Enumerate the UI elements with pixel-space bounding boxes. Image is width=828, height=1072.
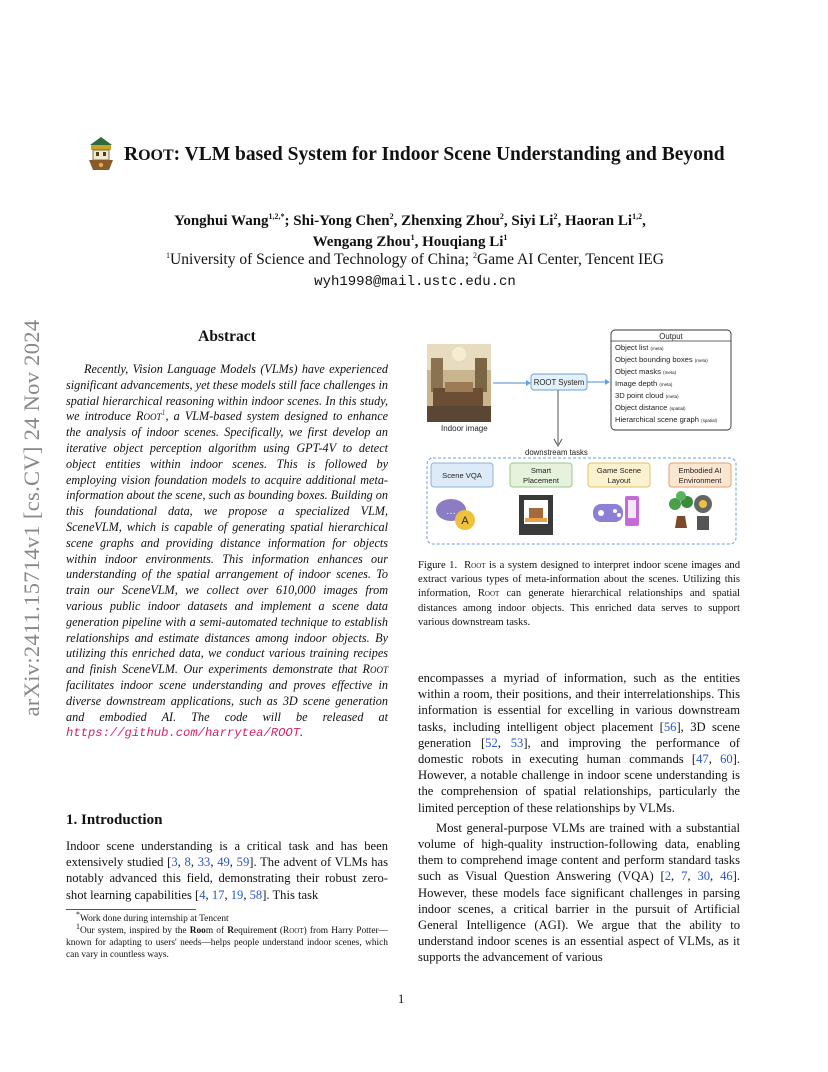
footnote-text: ( xyxy=(276,926,283,936)
root-name: Root xyxy=(477,588,500,600)
title-root-rest: OOT xyxy=(138,147,174,164)
affil-sup: 1 xyxy=(166,250,171,260)
citation-link[interactable]: 33 xyxy=(197,855,211,870)
citation-link[interactable]: 17 xyxy=(211,887,225,902)
footnote-text: equiremen xyxy=(234,926,274,936)
smart-placement-icon xyxy=(519,495,553,535)
abstract-body xyxy=(66,362,388,742)
task-label: Environment xyxy=(678,476,722,485)
author: Siyi Li xyxy=(511,213,554,229)
output-tag: (spatial) xyxy=(701,418,718,423)
root-name: Root xyxy=(362,662,388,677)
author: Houqiang Li xyxy=(422,234,504,250)
indoor-image xyxy=(427,344,491,422)
game-scene-layout-icon xyxy=(593,496,639,526)
title-text: : VLM based System for Indoor Scene Understanding and Beyond xyxy=(173,144,725,165)
citation-link[interactable]: 58 xyxy=(249,887,263,902)
arrow-head-icon xyxy=(605,379,610,385)
output-tag: (meta) xyxy=(665,394,679,399)
task-label: Placement xyxy=(523,476,559,485)
svg-text:A: A xyxy=(461,515,469,527)
task-label: Scene VQA xyxy=(442,471,482,480)
output-tag: (meta) xyxy=(663,370,677,375)
footnote-rule xyxy=(66,909,196,910)
root-name: Root xyxy=(464,560,486,571)
citation-link[interactable]: 47 xyxy=(696,752,709,767)
page-number: 1 xyxy=(398,992,405,1006)
abstract-text: . xyxy=(300,725,304,740)
citation-link[interactable]: 46 xyxy=(720,869,733,884)
author-sup: 2 xyxy=(553,212,558,221)
footnote-mark: 1 xyxy=(76,921,80,931)
output-tag: (spatial) xyxy=(669,406,686,411)
affil-org: Game AI Center, Tencent IEG xyxy=(477,251,664,268)
root-logo-icon xyxy=(86,136,116,172)
output-item: Object list (meta) xyxy=(615,343,664,352)
footnote-text: m of xyxy=(205,926,228,936)
abstract-heading: Abstract xyxy=(198,328,256,345)
footnotes xyxy=(66,909,388,961)
indoor-image-label: Indoor image xyxy=(441,424,488,433)
author-sup: 2 xyxy=(499,212,504,221)
root-name: Root xyxy=(136,409,162,424)
svg-text:…: … xyxy=(446,506,456,517)
task-label: Smart xyxy=(530,466,552,475)
paper-title xyxy=(124,144,725,166)
abstract-text: facilitates indoor scene understanding and proves effective in diverse downstream applications, such as 3D scene generation and embodied AI. The code will be released at xyxy=(66,677,388,724)
downstream-label: downstream tasks xyxy=(525,448,588,457)
task-label: Layout xyxy=(607,476,631,485)
output-item: Object distance (spatial) xyxy=(615,403,686,412)
author: Haoran Li xyxy=(564,213,633,229)
right-column-body: encompasses a myriad of information, such as the entities within a room, their positions, and their interrelationships. This information is essential for excelling in various downstream tasks, including intelligent object placement [56], 3D scene generation [52, 53], and improving the performance of domestic robots in executing human commands [47, 60]. However, a notable challenge in indoor scene understanding is the comprehension of spatial relationships, particularly the limited perception of these relationships by VLMs. Most general-purpose VLMs are trained with a substantial volume of high-quality instruction-following data, enabling them to comprehend image content and perform standard tasks such as Visual Question Answering (VQA) [2, 7, 30, 46]. However, these models face significant challenges in parsing indoor scenes, a critical barrier in the pursuit of Artificial General Intelligence (AGI). We argue that the ability to understand indoor scenes is an essential aspect of VLMs, as it supports the advancement of various xyxy=(418,671,741,965)
footnote-text: t xyxy=(273,926,277,936)
output-title: Output xyxy=(659,332,683,341)
body-text: ]. However, a notable challenge in indoor scene understanding is the comprehension of spatial relationships, particularly the limited perception of these relationships by VLMs. xyxy=(418,752,740,815)
abstract-text: , a VLM-based system designed to enhance the analysis of indoor scenes. Specifically, we first develop an iterative object perception algorithm using GPT-4V to detect object entities within indoor scenes. This is followed by employing vision foundation models to acquire additional meta-information about the scene, such as bounding boxes. Building on this foundational data, we propose a specialized VLM, SceneVLM, which is capable of generating spatial hierarchical scene graphs and providing distance information for objects within indoor environments. This information enhances our understanding of the spatial arrangement of indoor scenes. To train our SceneVLM, we collect over 610,000 images from various public indoor datasets and implement a scene data generation pipeline with a semi-automated technique to establish relationships and estimate distances among indoor objects. By utilizing this enriched data, we conduct various training recipes and finish SceneVLM. Our experiments demonstrate that xyxy=(66,409,389,677)
author-sup: 2 xyxy=(389,212,394,221)
caption-text: can generate hierarchical relationships and spatial distances among indoor objects. This enriched data serves to support various downstream tasks. xyxy=(418,588,740,628)
abstract-text: Recently, Vision Language Models (VLMs) have experienced significant advancements, yet these models still face challenges in spatial hierarchical reasoning within indoor scenes. In this study, we introduce xyxy=(66,362,388,424)
output-tag: (meta) xyxy=(694,358,708,363)
footnote-ref[interactable]: 1 xyxy=(161,408,166,418)
caption-lead: Figure 1. xyxy=(418,560,458,571)
body-text: ], and improving the performance of domestic robots in executing human commands [ xyxy=(418,735,740,767)
title-row xyxy=(86,136,766,176)
body-text: ]. However, these models face significant challenges in parsing indoor scenes, a critical barrier in the pursuit of Artificial General Intelligence (AGI). We argue that the ability to understand indoor scenes is an essential aspect of VLMs, as it supports the advancement of various xyxy=(418,869,741,965)
author: Zhenxing Zhou xyxy=(401,213,500,229)
root-system-label: ROOT System xyxy=(533,378,585,387)
citation-link[interactable]: 53 xyxy=(510,735,524,750)
footnote-text: R xyxy=(227,926,234,936)
code-link[interactable]: https://github.com/harrytea/ROOT xyxy=(66,726,301,741)
output-item: Object masks (meta) xyxy=(615,367,677,376)
citation-link[interactable]: 56 xyxy=(663,719,677,734)
figure-caption xyxy=(418,559,740,630)
intro-text: Indoor scene understanding is a critical task and has been extensively studied [ xyxy=(66,839,388,870)
affiliations xyxy=(100,251,730,269)
citation-link[interactable]: 49 xyxy=(217,855,230,870)
task-label: Embodied AI xyxy=(678,466,722,475)
output-item: Object bounding boxes (meta) xyxy=(615,355,708,364)
downstream-arrow-icon xyxy=(554,390,562,446)
body-text: ], 3D scene generation [ xyxy=(418,719,740,750)
embodied-ai-icon xyxy=(669,491,712,530)
output-tag: (meta) xyxy=(650,346,664,351)
citation-link[interactable]: 30 xyxy=(697,869,711,884)
arxiv-stamp: arXiv:2411.15714v1 [cs.CV] 24 Nov 2024 xyxy=(19,319,44,717)
title-root-prefix: R xyxy=(124,144,139,165)
task-label: Game Scene xyxy=(596,466,642,475)
author-list: Yonghui Wang$^{1,2,*}$; Shi-Yong Chen$^2$, Zhenxing Zhou$^2$, Siyi Li$^2$, Haoran Li$^{1,2}$, Wengang Zhou$^1$, Houqiang Li$^1$ xyxy=(174,212,646,250)
author: Wengang Zhou xyxy=(312,234,411,250)
caption-text: is a system designed to interpret indoor scene images and extract various types of meta-information about the scenes. Utilizing this information, xyxy=(418,560,740,600)
output-tag: (meta) xyxy=(659,382,673,387)
root-name: Root xyxy=(282,926,304,936)
figure-1 xyxy=(425,328,740,546)
author-sup: 1,2,* xyxy=(268,212,285,221)
output-item: Image depth (meta) xyxy=(615,379,673,388)
intro-text: ]. The advent of VLMs has notably advanced this field, demonstrating their robust zero-shot learning capabilities [ xyxy=(66,855,389,902)
footnote-mark: * xyxy=(76,909,80,919)
author-sup: 1 xyxy=(503,233,508,242)
author-email[interactable]: wyh1998@mail.ustc.edu.cn xyxy=(314,274,516,290)
output-item: Hierarchical scene graph (spatial) xyxy=(615,415,718,424)
citation-link[interactable]: 60 xyxy=(720,752,733,767)
author: Shi-Yong Chen xyxy=(293,213,390,229)
scene-vqa-icon xyxy=(436,499,475,530)
author: Yonghui Wang xyxy=(174,213,269,229)
body-text: encompasses a myriad of information, such as the entities within a room, their positions, and their interrelationships. This information is essential for excelling in various downstream tasks, including intelligent object placement [ xyxy=(418,671,740,734)
section-heading: 1. Introduction xyxy=(66,812,163,828)
intro-body: Indoor scene understanding is a critical task and has been extensively studied [3, 8, 33, 49, 59]. The advent of VLMs has notably advanced this field, demonstrating their robust zero-shot learning capabilities [4, 17, 19, 58]. This task xyxy=(66,839,389,902)
citation-link[interactable]: 7 xyxy=(681,869,688,884)
affil-sup: 2 xyxy=(473,250,477,260)
author-sup: 1 xyxy=(410,233,415,242)
footnote-text: ) from Harry Potter—known for adapting to users' needs—helps people understand indoor scenes, which can vary in countless ways. xyxy=(66,926,388,960)
intro-text: ]. This task xyxy=(262,887,319,902)
citation-link[interactable]: 4 xyxy=(199,887,206,902)
output-item: 3D point cloud (meta) xyxy=(615,391,679,400)
citation-link[interactable]: 3 xyxy=(171,855,178,870)
author-sup: 1,2 xyxy=(632,212,643,221)
body-text: Most general-purpose VLMs are trained with a substantial volume of high-quality instruction-following data, enabling them to comprehend image content and perform standard tasks such as Visual Question Answering (VQA) [ xyxy=(418,820,740,884)
citation-link[interactable]: 59 xyxy=(236,855,250,870)
citation-link[interactable]: 8 xyxy=(184,855,191,870)
affil-org: University of Science and Technology of China; xyxy=(170,251,473,268)
citation-link[interactable]: 52 xyxy=(485,735,498,750)
footnote-text: Roo xyxy=(189,926,206,936)
footnote-text: Our system, inspired by the xyxy=(80,926,190,936)
citation-link[interactable]: 2 xyxy=(664,869,672,884)
footnote-text: Work done during internship at Tencent xyxy=(80,914,229,924)
arrow-head-icon xyxy=(526,380,531,386)
citation-link[interactable]: 19 xyxy=(230,887,244,902)
